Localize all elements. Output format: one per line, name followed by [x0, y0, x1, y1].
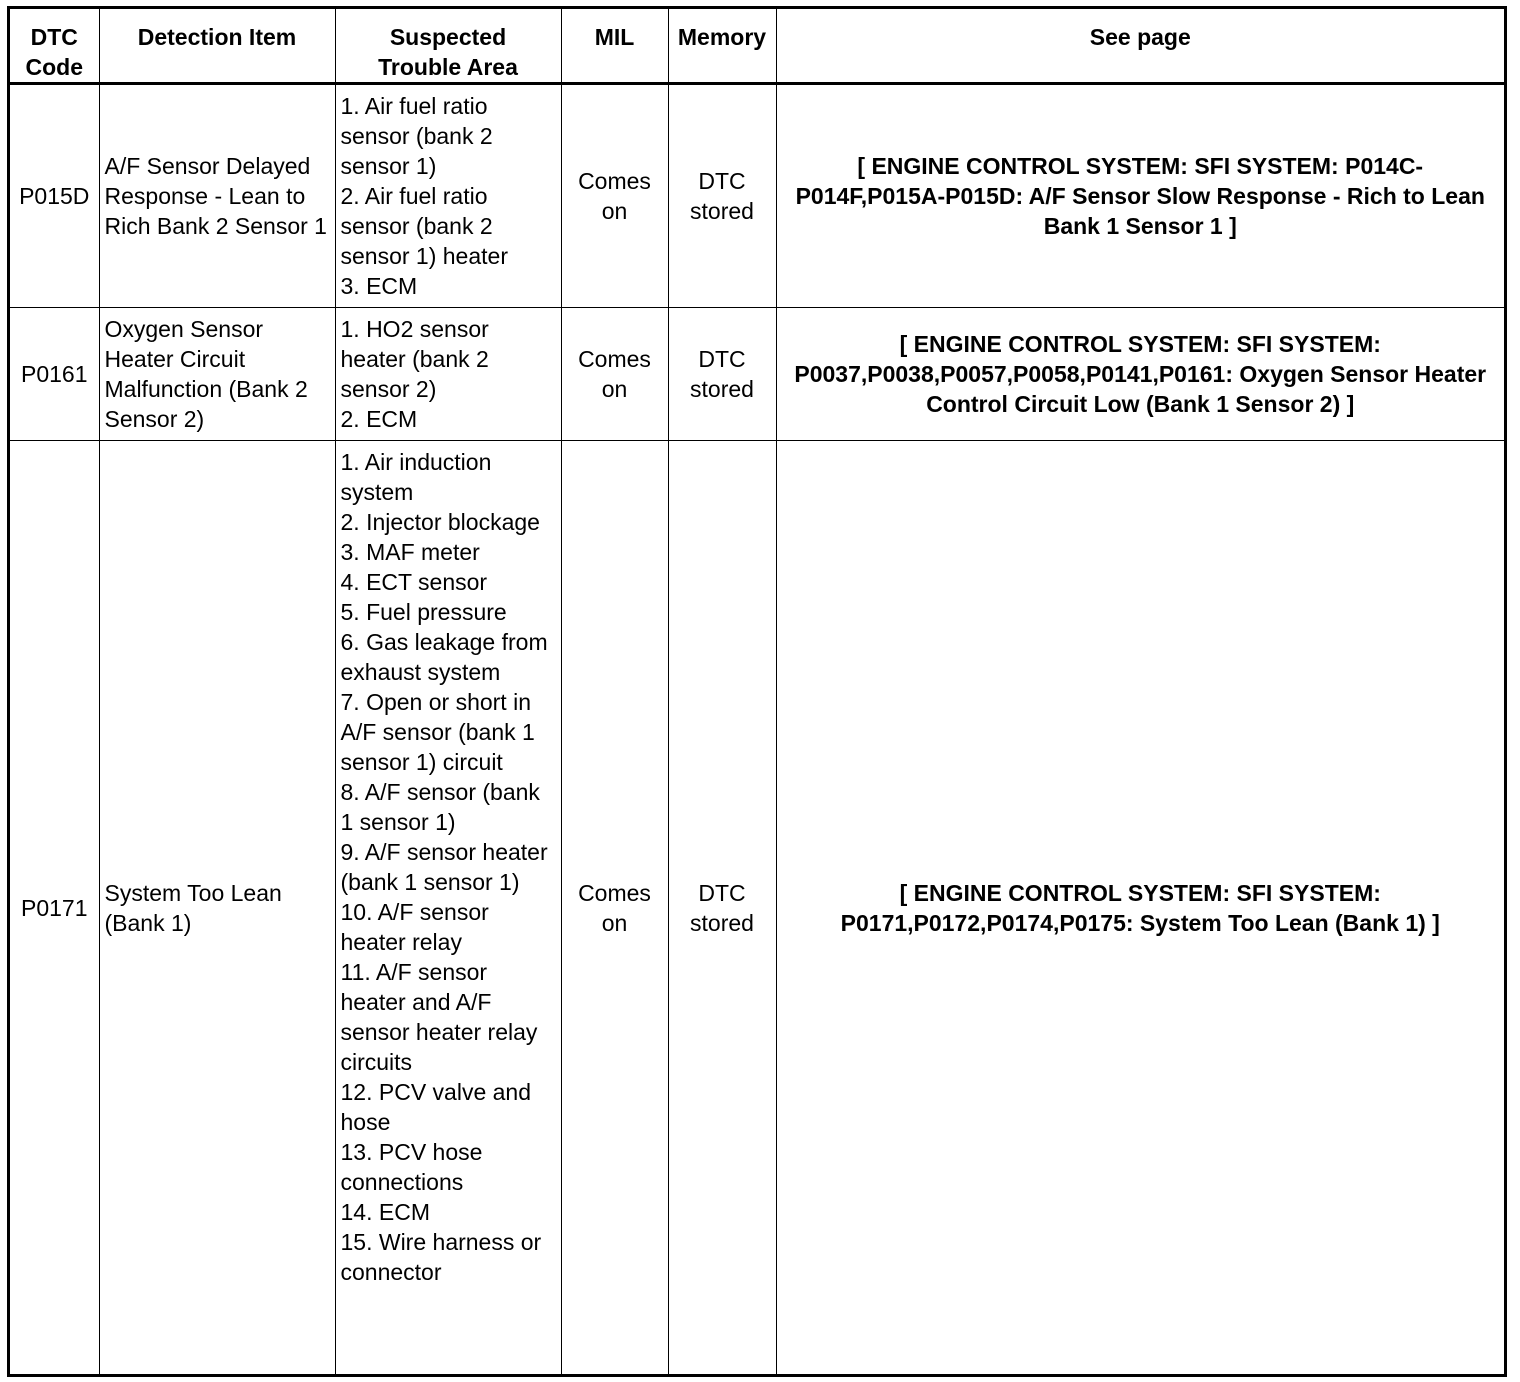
header-detection-item: Detection Item: [99, 9, 335, 84]
see-page-link[interactable]: [ ENGINE CONTROL SYSTEM: SFI SYSTEM: P014C-P014F,P015A-P015D: A/F Sensor Slow Response - Rich to Lean Bank 1 Sensor 1 ]: [776, 84, 1504, 308]
suspected-area-item: 1. Air fuel ratio sensor (bank 2 sensor 1): [340, 93, 493, 179]
suspected-area-cell: [335, 84, 561, 308]
suspected-area-item: 12. PCV valve and hose: [340, 1079, 532, 1135]
header-dtc-code-line: Code: [25, 54, 83, 80]
header-suspected-trouble-area: [335, 9, 561, 84]
suspected-area-item: 11. A/F sensor heater and A/F sensor heater relay circuits: [340, 959, 538, 1075]
detection-item-cell: Oxygen Sensor Heater Circuit Malfunction (Bank 2 Sensor 2): [99, 308, 335, 441]
header-memory: Memory: [668, 9, 776, 84]
table-row: [10, 441, 1504, 1375]
suspected-area-item: 10. A/F sensor heater relay: [340, 899, 489, 955]
memory-line: DTC: [698, 346, 746, 372]
memory-line: DTC: [698, 879, 746, 906]
mil-line: on: [601, 198, 628, 224]
memory-cell: [668, 441, 776, 1375]
mil-line: on: [601, 909, 628, 936]
mil-line: Comes: [578, 346, 651, 372]
dtc-code-cell: P0161: [10, 308, 99, 441]
suspected-area-item: 5. Fuel pressure: [340, 599, 507, 625]
dtc-table: [10, 9, 1504, 1374]
suspected-area-item: 15. Wire harness or connector: [340, 1229, 542, 1285]
suspected-area-item: 3. ECM: [340, 273, 418, 299]
mil-cell: [561, 441, 668, 1375]
memory-cell: [668, 84, 776, 308]
suspected-area-item: 3. MAF meter: [340, 539, 480, 565]
detection-item-cell: System Too Lean (Bank 1): [99, 441, 335, 1375]
header-dtc-code: [10, 9, 99, 84]
suspected-area-item: 6. Gas leakage from exhaust system: [340, 629, 548, 685]
memory-cell: [668, 308, 776, 441]
header-suspected-line: Suspected: [389, 24, 507, 50]
mil-line: Comes: [578, 168, 651, 194]
see-page-link[interactable]: [ ENGINE CONTROL SYSTEM: SFI SYSTEM: P0171,P0172,P0174,P0175: System Too Lean (Bank 1) ]: [776, 441, 1504, 1375]
dtc-code-cell: P015D: [10, 84, 99, 308]
suspected-area-item: 4. ECT sensor: [340, 569, 488, 595]
suspected-area-cell: [335, 441, 561, 1375]
memory-line: stored: [690, 376, 754, 402]
mil-cell: [561, 308, 668, 441]
header-mil: MIL: [561, 9, 668, 84]
header-see-page: See page: [776, 9, 1504, 84]
mil-line: Comes: [578, 879, 651, 906]
header-suspected-line: Trouble Area: [378, 54, 518, 80]
suspected-area-item: 1. Air induction system: [340, 449, 492, 505]
dtc-code-cell: P0171: [10, 441, 99, 1375]
suspected-area-item: 8. A/F sensor (bank 1 sensor 1): [340, 779, 540, 835]
mil-line: on: [601, 376, 628, 402]
suspected-area-item: 7. Open or short in A/F sensor (bank 1 sensor 1) circuit: [340, 689, 535, 775]
header-dtc-code-line: DTC: [30, 24, 78, 50]
suspected-area-item: 2. ECM: [340, 406, 418, 432]
table-row: [10, 84, 1504, 308]
suspected-area-cell: [335, 308, 561, 441]
suspected-area-item: 1. HO2 sensor heater (bank 2 sensor 2): [340, 316, 489, 402]
suspected-area-item: 2. Injector blockage: [340, 509, 540, 535]
memory-line: stored: [690, 909, 754, 936]
header-row: [10, 9, 1504, 84]
mil-cell: [561, 84, 668, 308]
suspected-area-item: 14. ECM: [340, 1199, 430, 1225]
see-page-link[interactable]: [ ENGINE CONTROL SYSTEM: SFI SYSTEM: P0037,P0038,P0057,P0058,P0141,P0161: Oxygen Sensor Heater Control Circuit Low (Bank 1 Sensor 2) ]: [776, 308, 1504, 441]
suspected-area-item: 2. Air fuel ratio sensor (bank 2 sensor 1) heater: [340, 183, 508, 269]
suspected-area-item: 9. A/F sensor heater (bank 1 sensor 1): [340, 839, 548, 895]
suspected-area-item: 13. PCV hose connections: [340, 1139, 483, 1195]
table-row: [10, 308, 1504, 441]
detection-item-cell: A/F Sensor Delayed Response - Lean to Rich Bank 2 Sensor 1: [99, 84, 335, 308]
memory-line: DTC: [698, 168, 746, 194]
dtc-table-frame: [7, 6, 1507, 1377]
memory-line: stored: [690, 198, 754, 224]
